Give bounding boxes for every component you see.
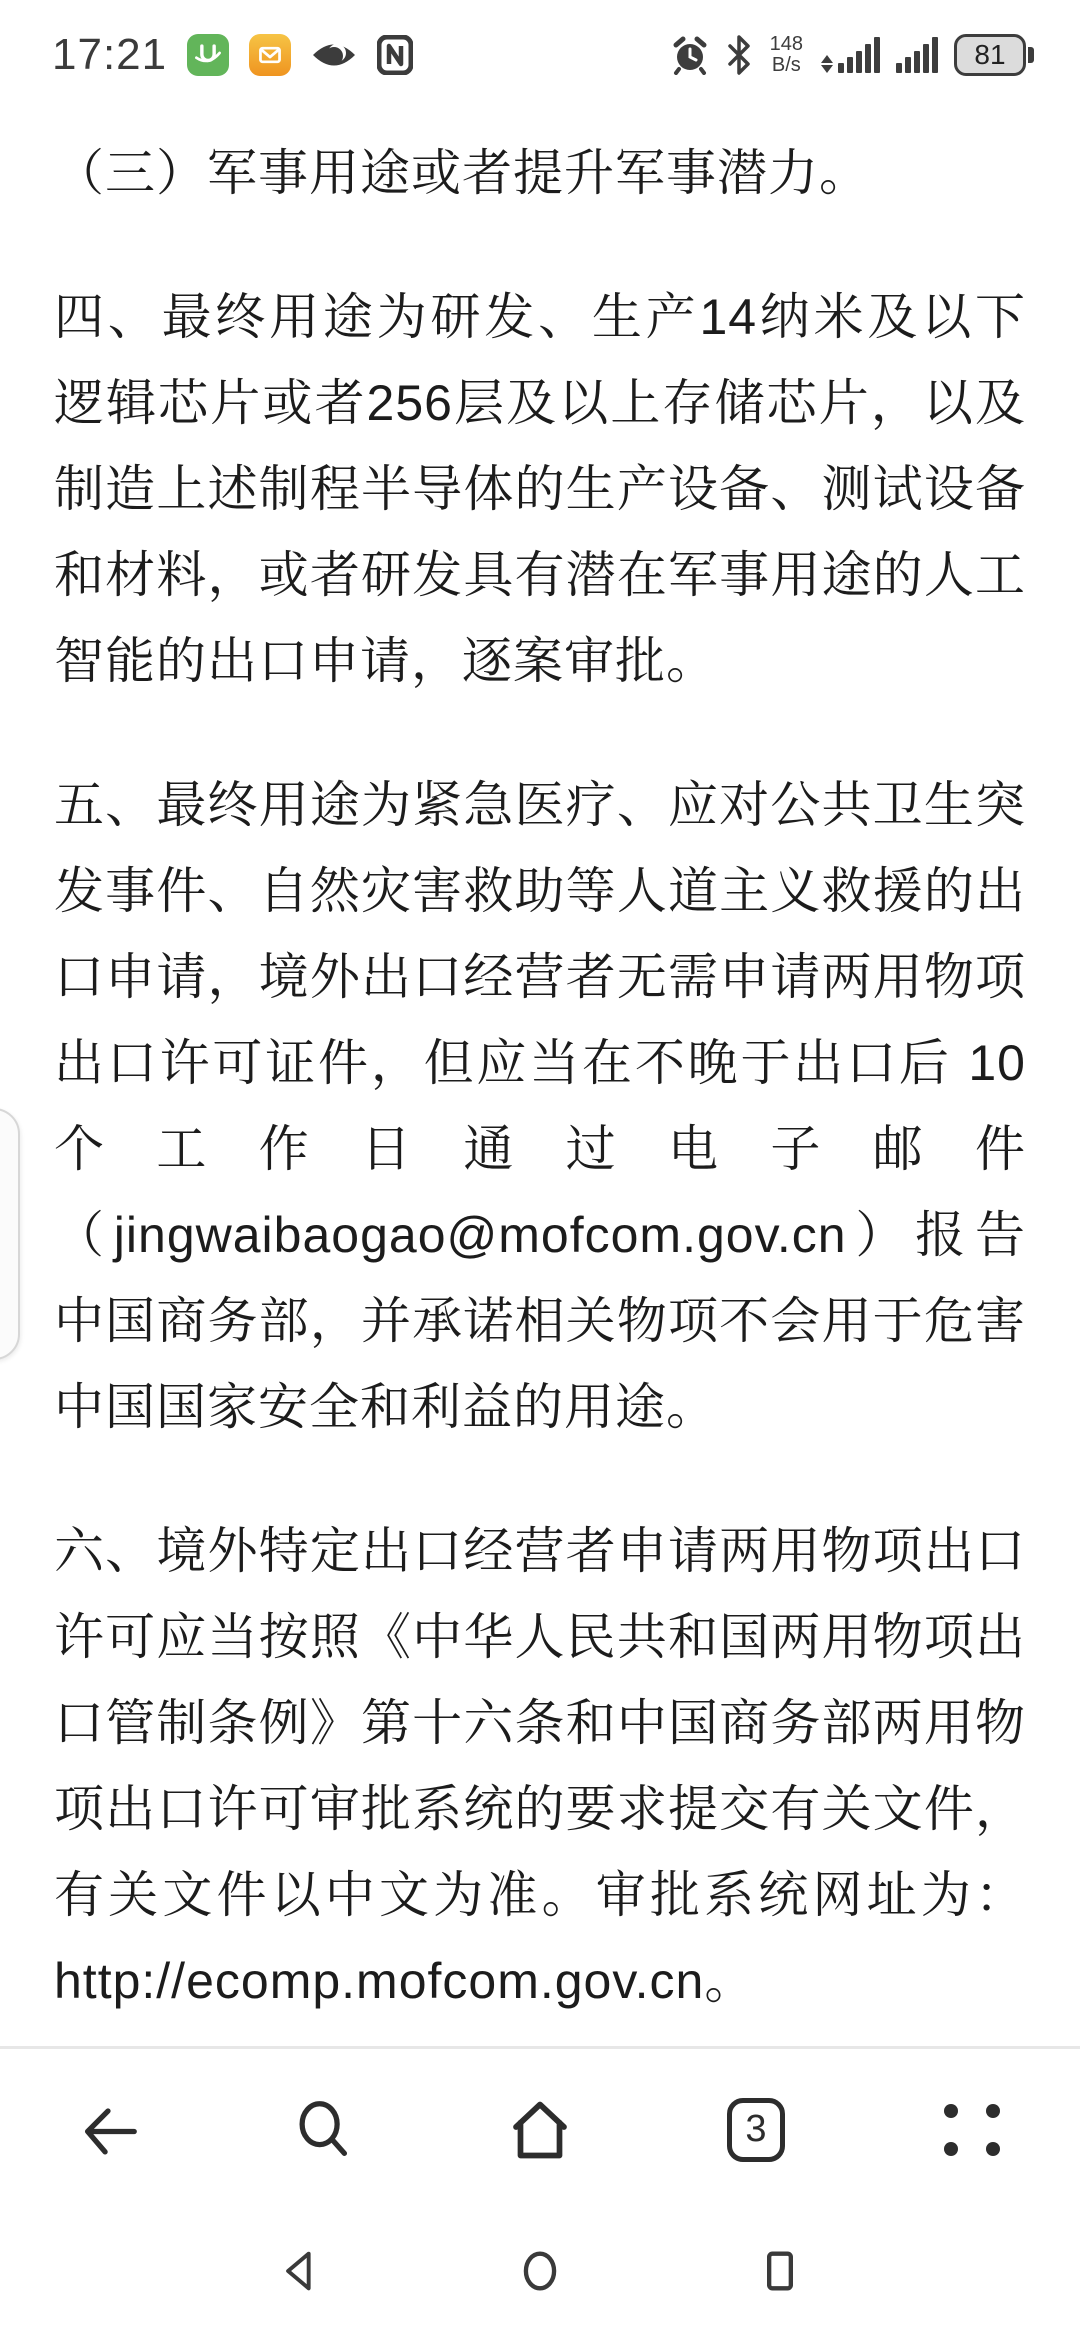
home-button[interactable] — [432, 2094, 648, 2166]
alarm-icon — [670, 35, 710, 75]
android-navigation-bar — [0, 2210, 1080, 2331]
mail-notification-icon — [249, 34, 291, 76]
home-circle-icon — [514, 2245, 566, 2297]
home-icon — [504, 2094, 576, 2166]
menu-dots-icon — [944, 2104, 1000, 2156]
document-body — [0, 96, 1080, 2024]
paragraph-item-3: （三）军事用途或者提升军事潜力。 — [54, 145, 870, 201]
recents-square-icon — [754, 2245, 806, 2297]
nav-back-button[interactable] — [260, 2231, 340, 2311]
battery-percent: 81 — [974, 39, 1006, 70]
network-speed-unit: B/s — [771, 54, 801, 76]
tabs-button[interactable] — [648, 2098, 864, 2162]
green-app-notification-icon — [187, 34, 229, 76]
edge-panel-handle[interactable] — [0, 1108, 20, 1360]
signal-sim2-icon — [896, 37, 938, 73]
battery-indicator — [954, 34, 1034, 76]
browser-toolbar — [0, 2046, 1080, 2210]
tab-count-badge — [727, 2098, 785, 2162]
bluetooth-icon — [726, 34, 752, 76]
nav-home-button[interactable] — [500, 2231, 580, 2311]
status-bar — [0, 0, 1080, 96]
signal-sim1-icon — [821, 37, 880, 73]
back-button[interactable] — [0, 2095, 216, 2165]
paragraph-article-4: 四、最终用途为研发、生产14纳米及以下逻辑芯片或者256层及以上存储芯片，以及制造上述制程半导体的生产设备、测试设备和材料，或者研发具有潜在军事用途的人工智能的出口申请，逐案审批。 — [54, 289, 1026, 689]
paragraph-article-5: 五、最终用途为紧急医疗、应对公共卫生突发事件、自然灾害救助等人道主义救援的出口申请，境外出口经营者无需申请两用物项出口许可证件，但应当在不晚于出口后 10 个工作日通过电子邮件（jingwaibaogao@mofcom.gov.cn）报告中国商务部，并承诺相关物项不会用于危害中国国家安全和利益的用途。 — [54, 777, 1026, 1435]
eye-notification-icon — [311, 38, 357, 72]
network-speed — [770, 34, 803, 76]
network-speed-value: 148 — [769, 33, 803, 55]
back-triangle-icon — [274, 2245, 326, 2297]
paragraph-article-6: 六、境外特定出口经营者申请两用物项出口许可应当按照《中华人民共和国两用物项出口管制条例》第十六条和中国商务部两用物项出口许可审批系统的要求提交有关文件，有关文件以中文为准。审批系统网址为：http://ecomp.mofcom.gov.cn。 — [54, 1523, 1026, 2009]
nfc-notification-icon — [377, 35, 413, 75]
menu-button[interactable] — [864, 2104, 1080, 2156]
status-time: 17:21 — [52, 30, 168, 79]
nav-recents-button[interactable] — [740, 2231, 820, 2311]
tab-count: 3 — [745, 2108, 767, 2150]
search-button[interactable] — [216, 2095, 432, 2165]
search-icon — [289, 2095, 359, 2165]
back-arrow-icon — [73, 2095, 143, 2165]
